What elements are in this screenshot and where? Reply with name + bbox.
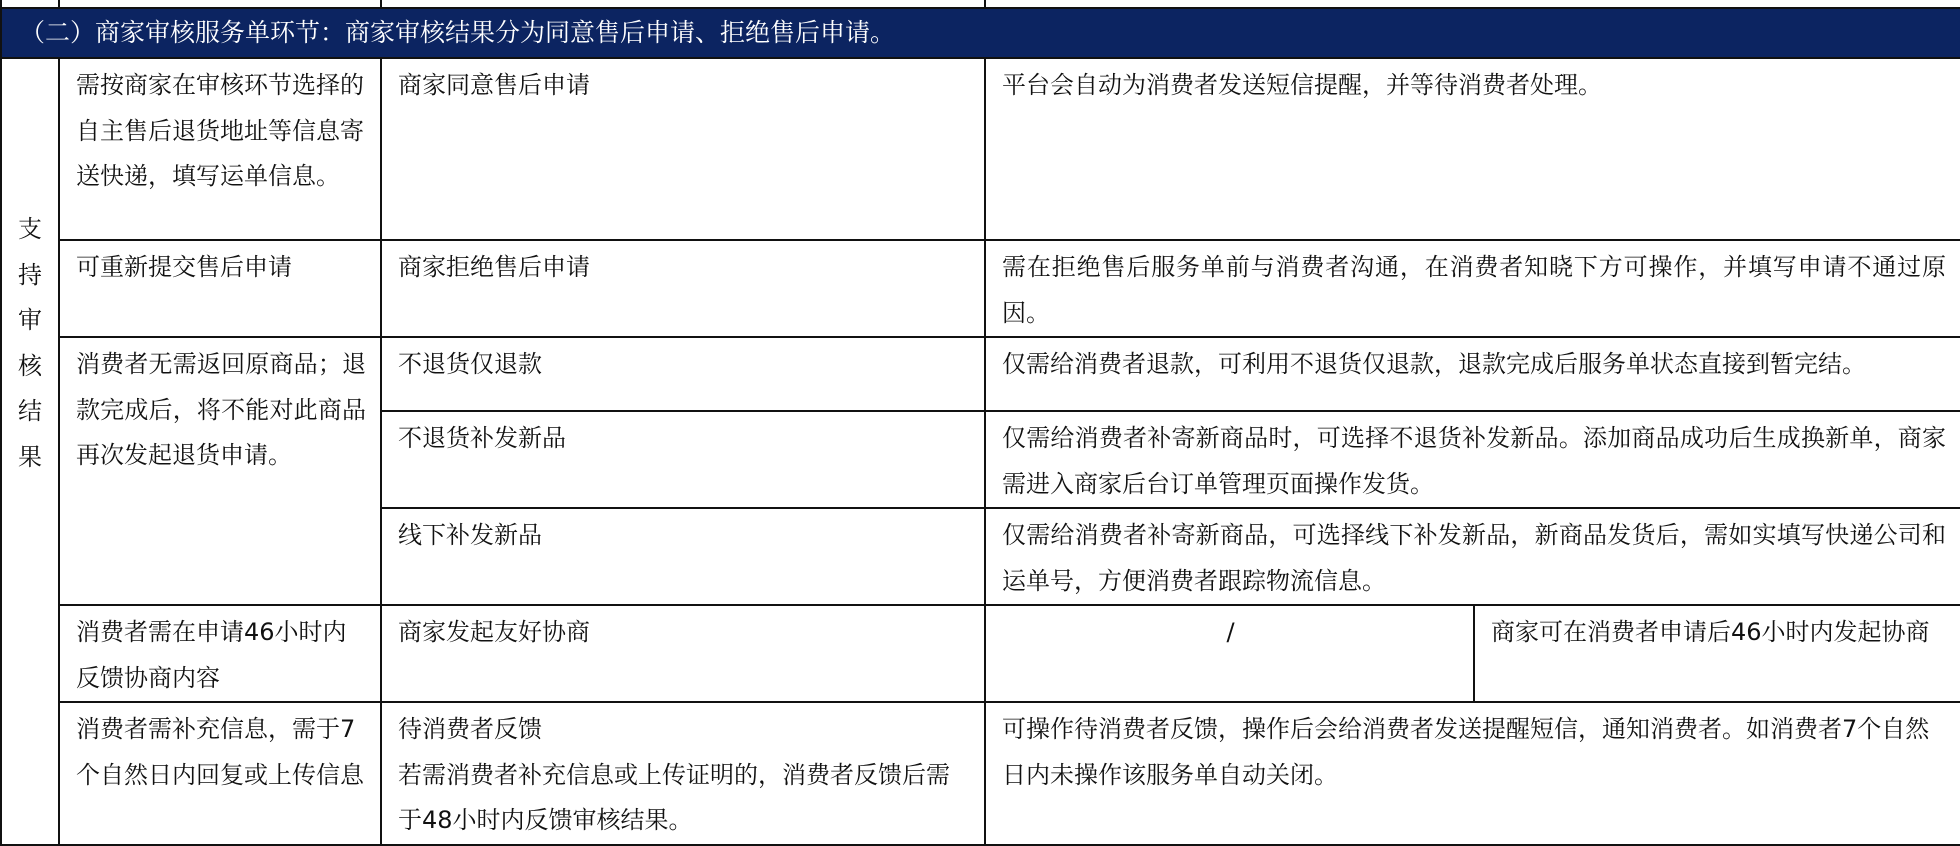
merchant-action-title: 待消费者反馈 [398, 715, 542, 743]
note-cell: 仅需给消费者退款，可利用不退货仅退款，退款完成后服务单状态直接到暂完结。 [985, 337, 1960, 411]
merchant-action-cell: 线下补发新品 [381, 508, 985, 605]
previous-table-row-end [1, 0, 1960, 8]
side-label-char: 支 [18, 215, 42, 243]
consumer-cell: 消费者需补充信息，需于7个自然日内回复或上传信息 [59, 702, 381, 845]
consumer-cell: 消费者无需返回原商品；退款完成后，将不能对此商品再次发起退货申请。 [59, 337, 381, 605]
section-header-row [1, 8, 1960, 58]
table-row [1, 702, 1960, 845]
consumer-cell: 需按商家在审核环节选择的自主售后退货地址等信息寄送快递，填写运单信息。 [59, 58, 381, 240]
consumer-cell: 消费者需在申请46小时内反馈协商内容 [59, 605, 381, 702]
merchant-action-cell [381, 702, 985, 845]
side-label-char: 持 [18, 260, 42, 289]
note-cell: 可操作待消费者反馈，操作后会给消费者发送提醒短信，通知消费者。如消费者7个自然日内未操作该服务单自动关闭。 [985, 702, 1960, 845]
side-label-char: 审 [18, 306, 42, 334]
note-cell: 平台会自动为消费者发送短信提醒，并等待消费者处理。 [985, 58, 1960, 240]
table-row [1, 605, 1960, 702]
table-row [1, 58, 1960, 240]
merchant-action-cell: 商家拒绝售后申请 [381, 240, 985, 337]
side-label [1, 58, 59, 845]
side-label-char: 核 [18, 351, 42, 380]
note-cell: 仅需给消费者补寄新商品时，可选择不退货补发新品。添加商品成功后生成换新单，商家需进入商家后台订单管理页面操作发货。 [985, 411, 1960, 508]
note-cell: 商家可在消费者申请后46小时内发起协商 [1474, 605, 1960, 702]
merchant-action-detail: 若需消费者补充信息或上传证明的，消费者反馈后需于48小时内反馈审核结果。 [398, 760, 950, 834]
section-title: （二）商家审核服务单环节：商家审核结果分为同意售后申请、拒绝售后申请。 [1, 8, 1960, 58]
note-cell-placeholder: / [985, 605, 1474, 702]
merchant-action-cell: 不退货仅退款 [381, 337, 985, 411]
merchant-action-cell: 不退货补发新品 [381, 411, 985, 508]
note-cell: 需在拒绝售后服务单前与消费者沟通，在消费者知晓下方可操作，并填写申请不通过原因。 [985, 240, 1960, 337]
consumer-cell: 可重新提交售后申请 [59, 240, 381, 337]
side-label-char: 果 [18, 442, 42, 471]
table-row [1, 337, 1960, 411]
merchant-action-cell: 商家同意售后申请 [381, 58, 985, 240]
table-row [1, 240, 1960, 337]
note-cell: 仅需给消费者补寄新商品，可选择线下补发新品，新商品发货后，需如实填写快递公司和运单号，方便消费者跟踪物流信息。 [985, 508, 1960, 605]
side-label-char: 结 [18, 397, 42, 425]
merchant-action-cell: 商家发起友好协商 [381, 605, 985, 702]
